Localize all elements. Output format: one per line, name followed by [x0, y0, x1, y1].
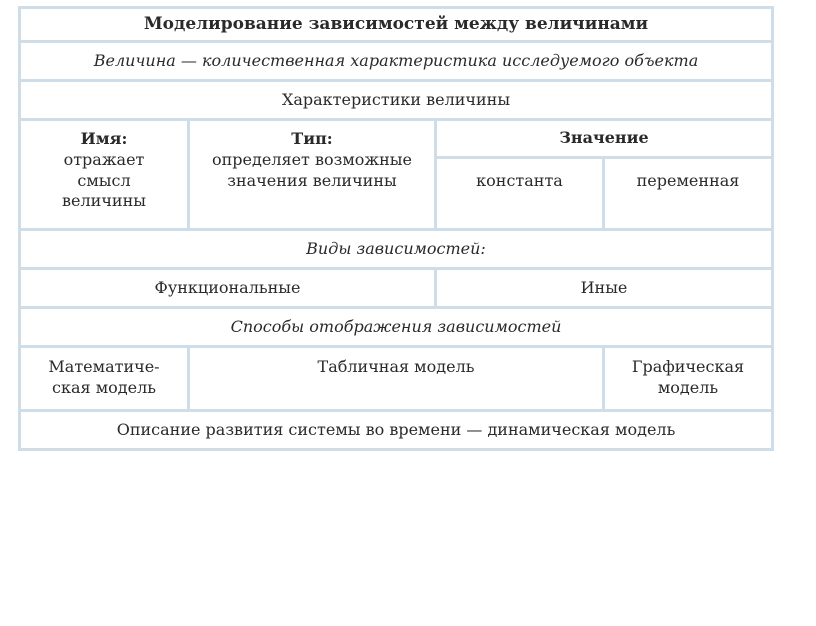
dynamic-model-text: Описание развития системы во времени — динамическая модель	[116, 419, 676, 439]
dependency-other: Иные	[580, 277, 628, 297]
type-heading: Тип:	[291, 129, 333, 148]
characteristics-header-text: Характеристики величины	[281, 89, 511, 109]
method-math-line: ская модель	[52, 377, 156, 397]
definition-cell	[21, 43, 771, 79]
dependency-types-header-text: Виды зависимостей:	[306, 238, 486, 258]
dependency-functional-cell	[21, 270, 434, 306]
method-math-line: Математиче-	[48, 357, 160, 376]
value-constant-cell	[437, 159, 602, 228]
name-heading: Имя:	[80, 129, 128, 148]
value-variable: переменная	[636, 171, 740, 190]
dependency-functional: Функциональные	[154, 277, 301, 297]
type-cell	[190, 121, 434, 228]
type-text-line: определяет возможные	[211, 149, 413, 169]
method-graph-line: модель	[657, 377, 719, 397]
type-text-line: значения величины	[227, 170, 397, 190]
display-methods-header	[21, 309, 771, 345]
definition-text: Величина — количественная характеристика исследуемого объекта	[93, 50, 699, 70]
name-text-line: отражает	[63, 149, 145, 169]
table-title-text: Моделирование зависимостей между величинами	[143, 14, 649, 35]
value-constant: константа	[476, 171, 563, 190]
value-variable-cell	[605, 159, 771, 228]
dynamic-model-cell	[21, 412, 771, 448]
method-math-cell	[21, 348, 187, 409]
table-title	[21, 9, 771, 40]
value-heading-cell	[437, 121, 771, 156]
name-text-line: смысл	[77, 170, 131, 190]
dependency-other-cell	[437, 270, 771, 306]
display-methods-header-text: Способы отображения зависимостей	[230, 316, 562, 336]
name-cell	[21, 121, 187, 228]
method-graph-cell	[605, 348, 771, 409]
characteristics-header	[21, 82, 771, 118]
method-table: Табличная модель	[317, 357, 475, 376]
method-graph-line: Графическая	[631, 357, 745, 376]
name-text-line: величины	[62, 191, 146, 211]
model-table	[18, 6, 774, 451]
dependency-types-header	[21, 231, 771, 267]
value-heading: Значение	[559, 128, 649, 148]
method-table-cell	[190, 348, 602, 409]
